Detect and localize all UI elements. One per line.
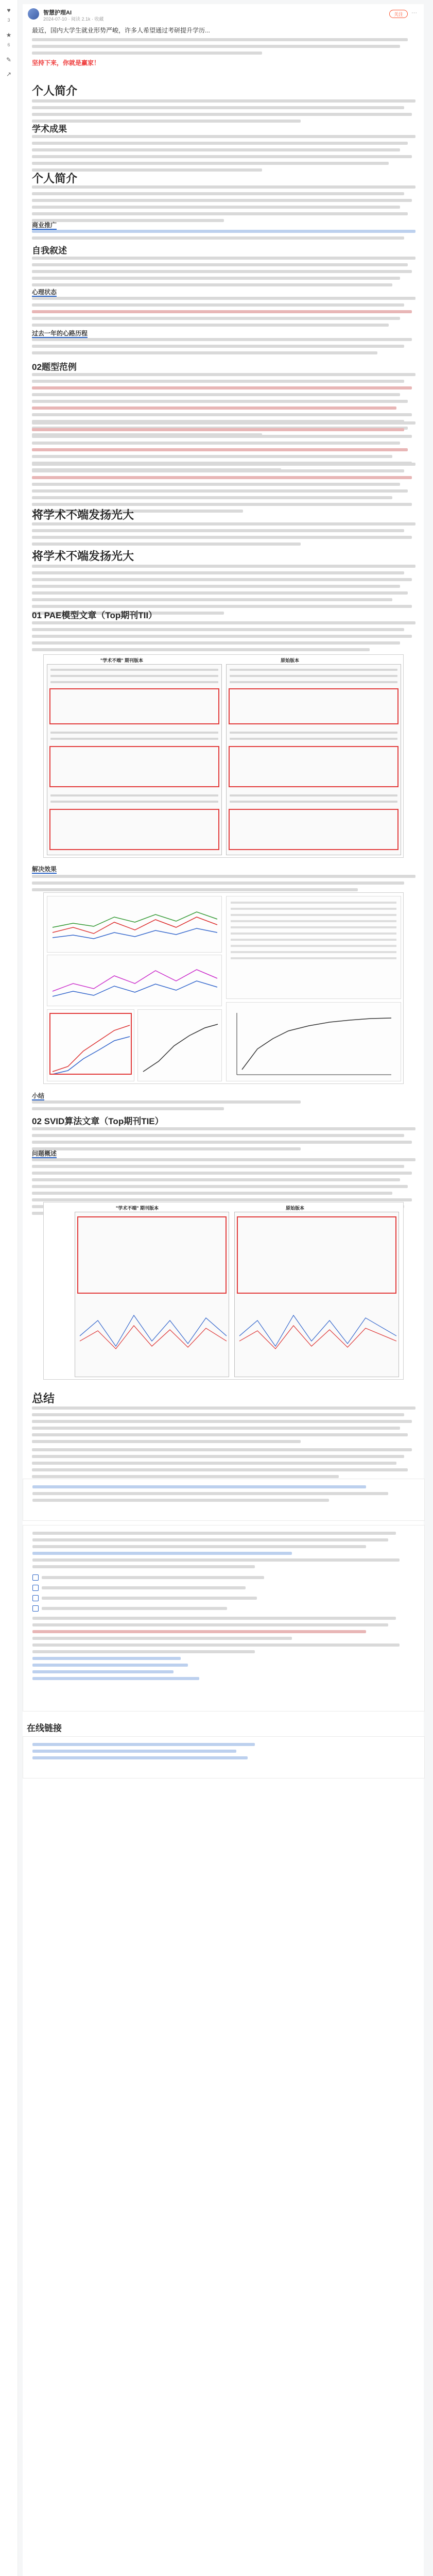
section-heading-conclusion: 02题型范例 xyxy=(32,362,77,372)
section-heading-paper-push-2: 将学术不端发扬光大 xyxy=(32,550,134,563)
figure2-right-page xyxy=(234,1212,399,1377)
section-heading-mindset: 心理状态 xyxy=(32,289,57,296)
intro-highlight: 坚持下来，你就是赢家！ xyxy=(32,59,100,66)
section-heading-total: 总结 xyxy=(32,1392,55,1405)
figure2-left-page xyxy=(75,1212,229,1377)
like-count: 3 xyxy=(7,18,10,23)
section-heading-academic: 学术成果 xyxy=(32,124,67,134)
results-figure xyxy=(43,892,404,1084)
section-heading-summary-small: 小结 xyxy=(32,1092,45,1099)
result-text-page xyxy=(226,896,401,999)
collect-count: 6 xyxy=(7,42,10,47)
comment-icon[interactable]: ✎ xyxy=(6,56,12,63)
mindset-text xyxy=(32,297,415,330)
section-heading-paper-push: 将学术不端发扬光大 xyxy=(32,509,134,521)
paper2-text xyxy=(32,1127,415,1154)
personal2-text xyxy=(32,185,415,226)
section-heading-paper1: 01 PAE模型文章（Top期刊TII） xyxy=(32,611,158,620)
comparison-figure-2 xyxy=(43,1202,404,1380)
self-text xyxy=(32,257,415,290)
post-meta: 2024-07-10 · 阅读 2.1k · 收藏 xyxy=(43,16,104,22)
summary-small-text xyxy=(32,1100,415,1114)
intro-text: 最近，国内大学生就业形势严峻， xyxy=(32,27,125,34)
avatar[interactable] xyxy=(28,8,39,20)
section-heading-personal-2: 个人简介 xyxy=(32,172,78,185)
figure1-left-page xyxy=(47,664,222,855)
past-year-text xyxy=(32,338,415,358)
section-heading-online: 在线链接 xyxy=(27,1723,62,1733)
personal-text xyxy=(32,99,415,126)
section-heading-personal: 个人简介 xyxy=(32,84,78,97)
result-plot-4 xyxy=(137,1009,222,1081)
section-heading-paper2: 02 SVID算法文章（Top期刊TIE） xyxy=(32,1116,164,1126)
figure1-right-title: 原始版本 xyxy=(281,658,300,663)
result-plot-2 xyxy=(47,955,222,1006)
result-plot-5 xyxy=(226,1002,401,1081)
intro-paragraph xyxy=(32,26,415,67)
left-action-rail xyxy=(0,0,18,2576)
commercial-text xyxy=(32,230,415,243)
comparison-figure-1 xyxy=(43,654,404,858)
follow-button[interactable]: 关注 xyxy=(389,10,408,18)
figure1-right-page xyxy=(226,664,401,855)
figure2-right-title: 原始版本 xyxy=(286,1206,305,1211)
author-header xyxy=(28,7,419,23)
paper-push-text xyxy=(32,522,415,549)
section-heading-commercial: 商业推广 xyxy=(32,222,57,229)
like-icon[interactable]: ♥ xyxy=(7,7,11,14)
intro-text-2: 许多人希望通过考研提升学历... xyxy=(125,27,211,34)
section-heading-self: 自我叙述 xyxy=(32,246,67,256)
result-plot-3 xyxy=(47,1009,134,1081)
related-card-2 xyxy=(23,1525,425,1711)
related-card-1[interactable] xyxy=(23,1479,425,1521)
paper1-text xyxy=(32,621,415,655)
more-icon[interactable]: ··· xyxy=(411,10,417,16)
online-links-card xyxy=(23,1736,425,1778)
share-icon[interactable]: ↗ xyxy=(6,71,12,78)
figure1-left-title: "学术不端" 期刊版本 xyxy=(100,658,144,663)
author-name[interactable]: 智慧护理AI xyxy=(43,10,72,16)
section-heading-solve: 解决效果 xyxy=(32,866,57,873)
academic-text xyxy=(32,135,415,175)
article-card xyxy=(23,4,424,2576)
result-plot-1 xyxy=(47,896,222,953)
figure2-left-title: "学术不端" 期刊版本 xyxy=(116,1206,159,1211)
collect-icon[interactable]: ★ xyxy=(6,31,12,39)
section-heading-problem: 问题概述 xyxy=(32,1150,57,1157)
section-heading-past-year: 过去一年的心路历程 xyxy=(32,330,88,337)
